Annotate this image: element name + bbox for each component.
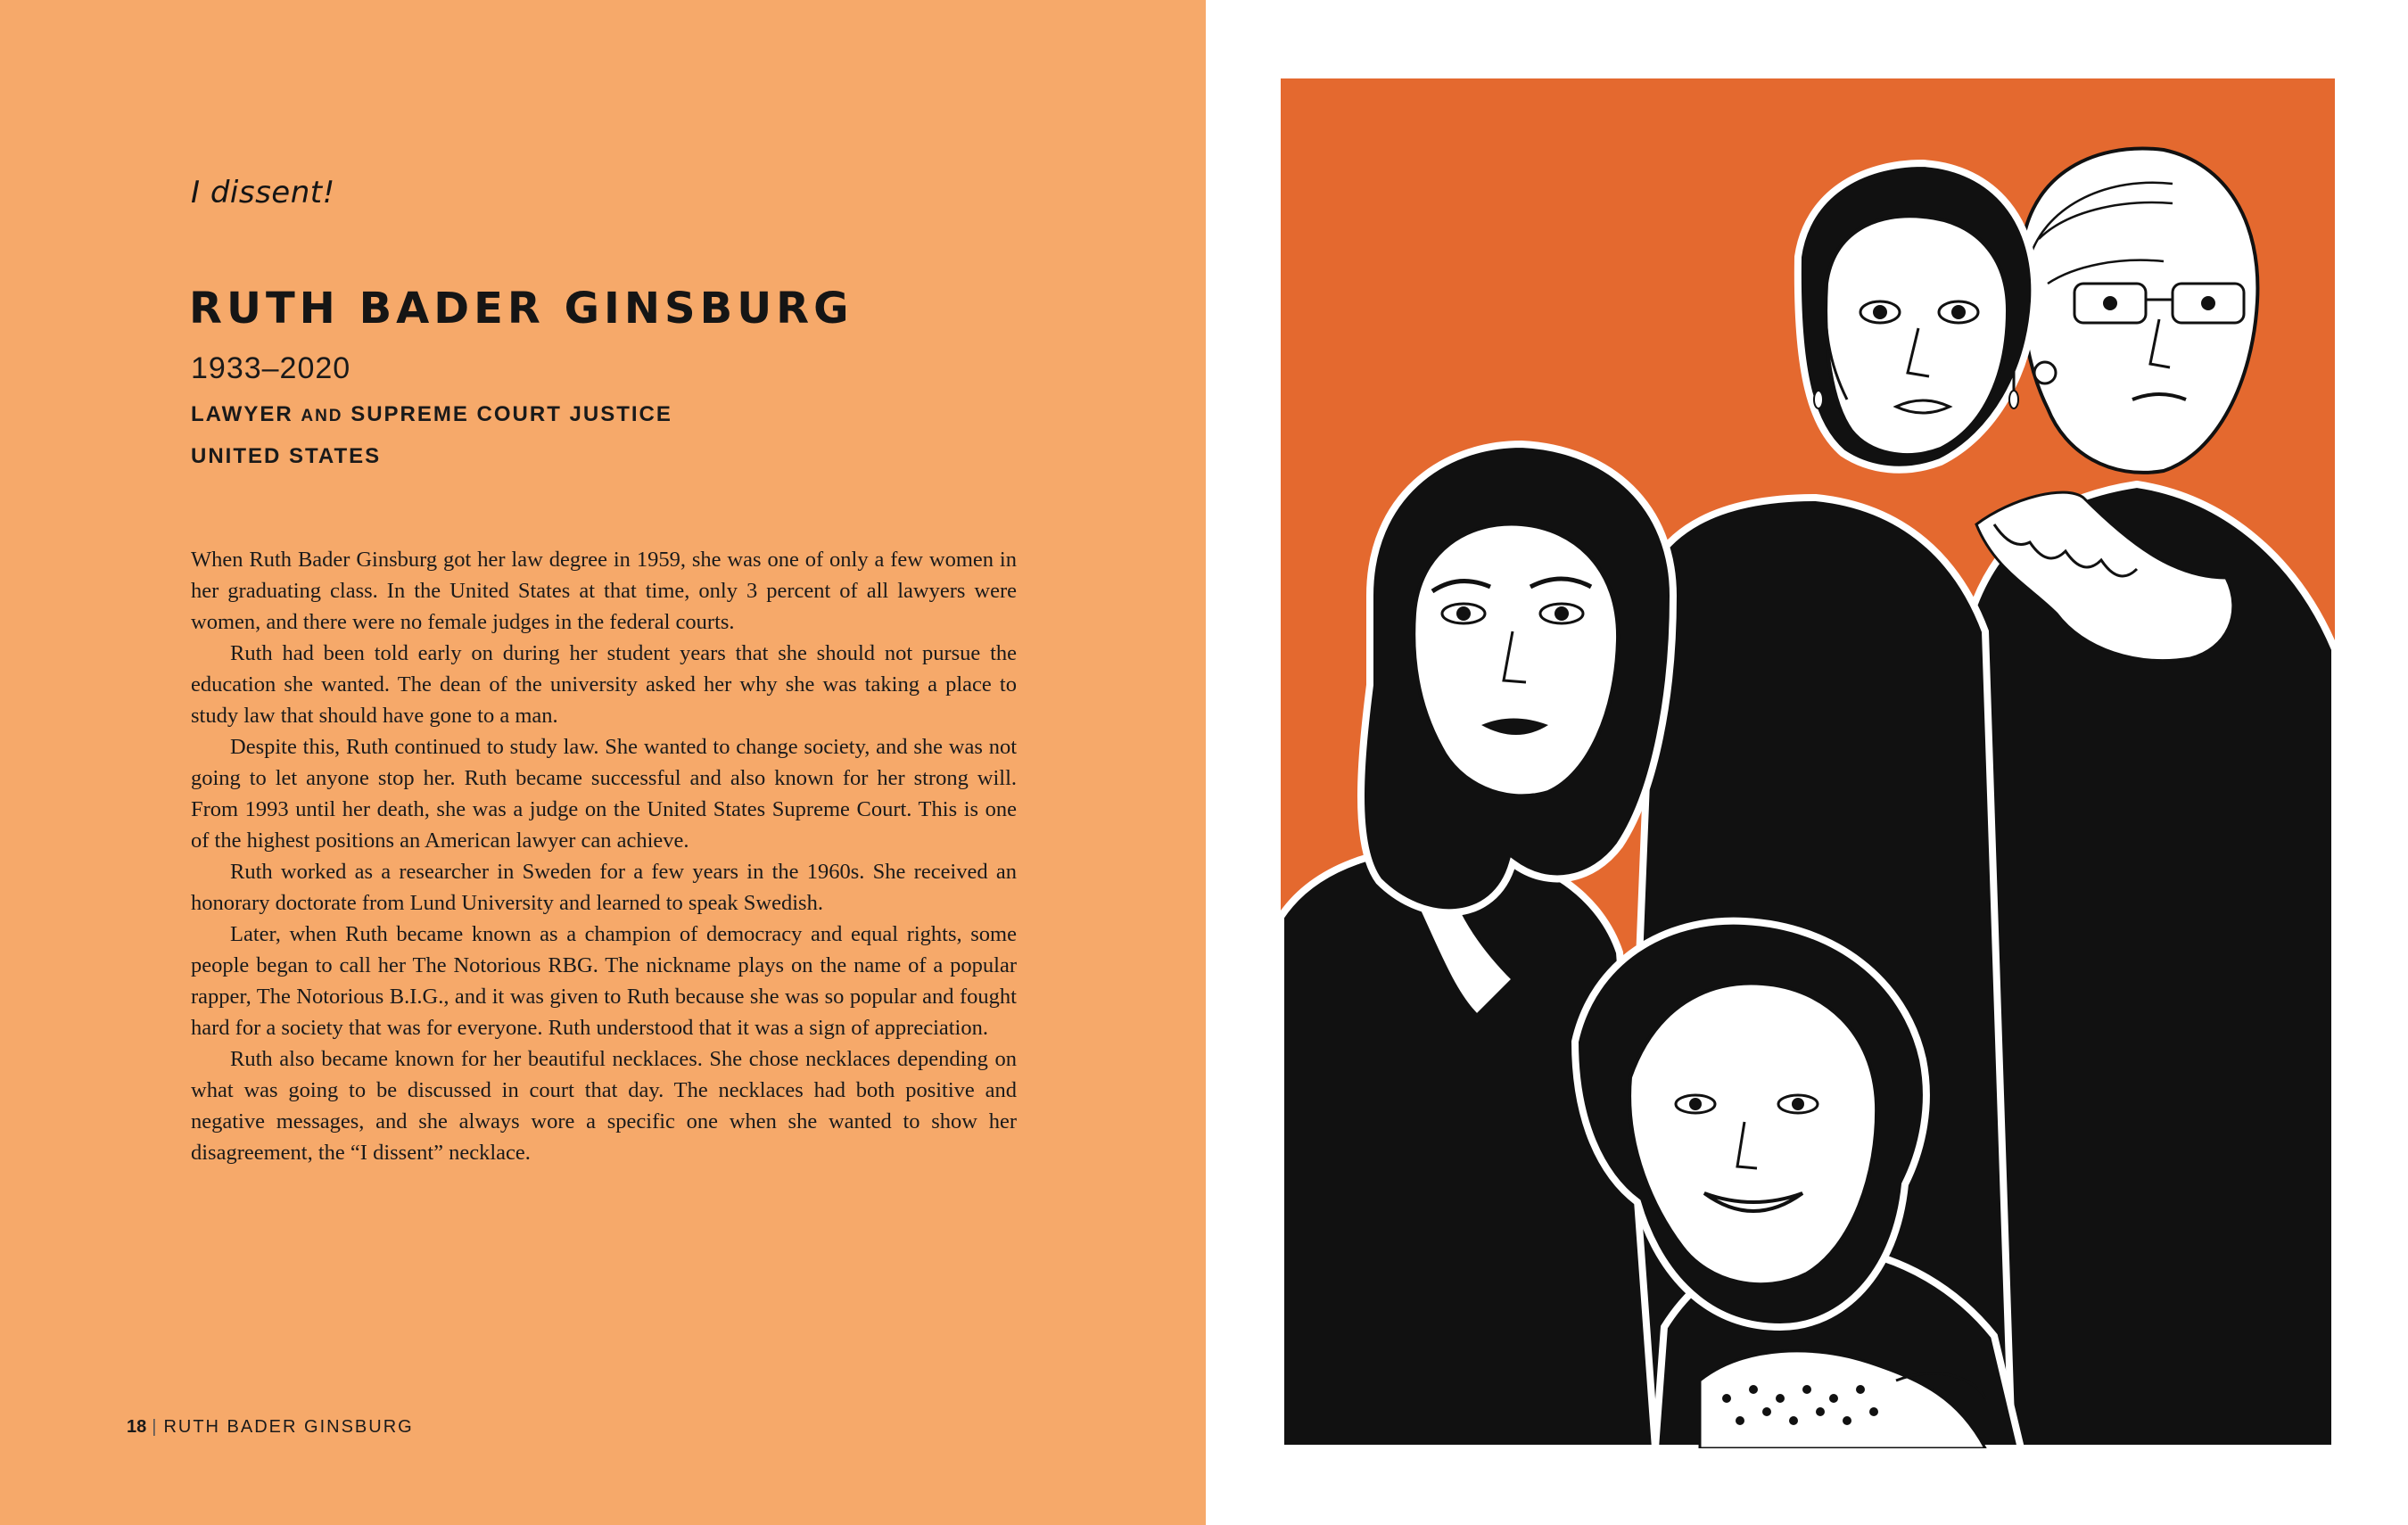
footer-separator: |	[152, 1417, 159, 1437]
paragraph: Ruth had been told early on during her student years that she should not pursue the education she wanted. The dean of the university asked her why she was taking a place to study law that should have gone to a man.	[191, 641, 1017, 728]
right-page	[1206, 0, 2408, 1525]
paragraph: Ruth also became known for her beautiful necklaces. She chose necklaces depending on what was going to be discussed in court that day. The necklaces had both positive and negative messages, and she always wore a specific one when she wanted to show her disagreement, the “I dissent” necklace.	[191, 1047, 1017, 1165]
profession-part2: SUPREME COURT JUSTICE	[350, 402, 672, 426]
paragraph: When Ruth Bader Ginsburg got her law degree in 1959, she was one of only a few women in her graduating class. In the United States at that time, only 3 percent of all lawyers were women, and there were no female judges in the federal courts.	[191, 548, 1017, 634]
portrait-illustration	[1281, 78, 2335, 1448]
paragraph: Ruth worked as a researcher in Sweden for a few years in the 1960s. She received an honorary doctorate from Lund University and learned to speak Swedish.	[191, 860, 1017, 915]
page-number: 18	[127, 1417, 147, 1437]
page-footer	[127, 1417, 414, 1438]
biography-text	[191, 544, 1017, 1168]
running-head: RUTH BADER GINSBURG	[163, 1417, 414, 1437]
page-title: RUTH BADER GINSBURG	[189, 284, 854, 334]
profession	[191, 402, 672, 427]
profession-and: AND	[301, 407, 343, 425]
life-years: 1933–2020	[191, 351, 351, 385]
profession-part1: LAWYER	[191, 402, 293, 426]
country: UNITED STATES	[191, 444, 382, 468]
paragraph: Despite this, Ruth continued to study law. She wanted to change society, and she was not going to let anyone stop her. Ruth became successful and also known for her strong will. From 1993 until her death, she was a judge on the United States Supreme Court. This is one of the highest positions an American lawyer can achieve.	[191, 735, 1017, 853]
tagline: I dissent!	[191, 175, 335, 210]
paragraph: Later, when Ruth became known as a champion of democracy and equal rights, some people began to call her The Notorious RBG. The nickname plays on the name of a popular rapper, The Notorious B.I.G., and it was given to Ruth because she was so popular and fought hard for a society that was for everyone. Ruth understood that it was a sign of appreciation.	[191, 922, 1017, 1040]
